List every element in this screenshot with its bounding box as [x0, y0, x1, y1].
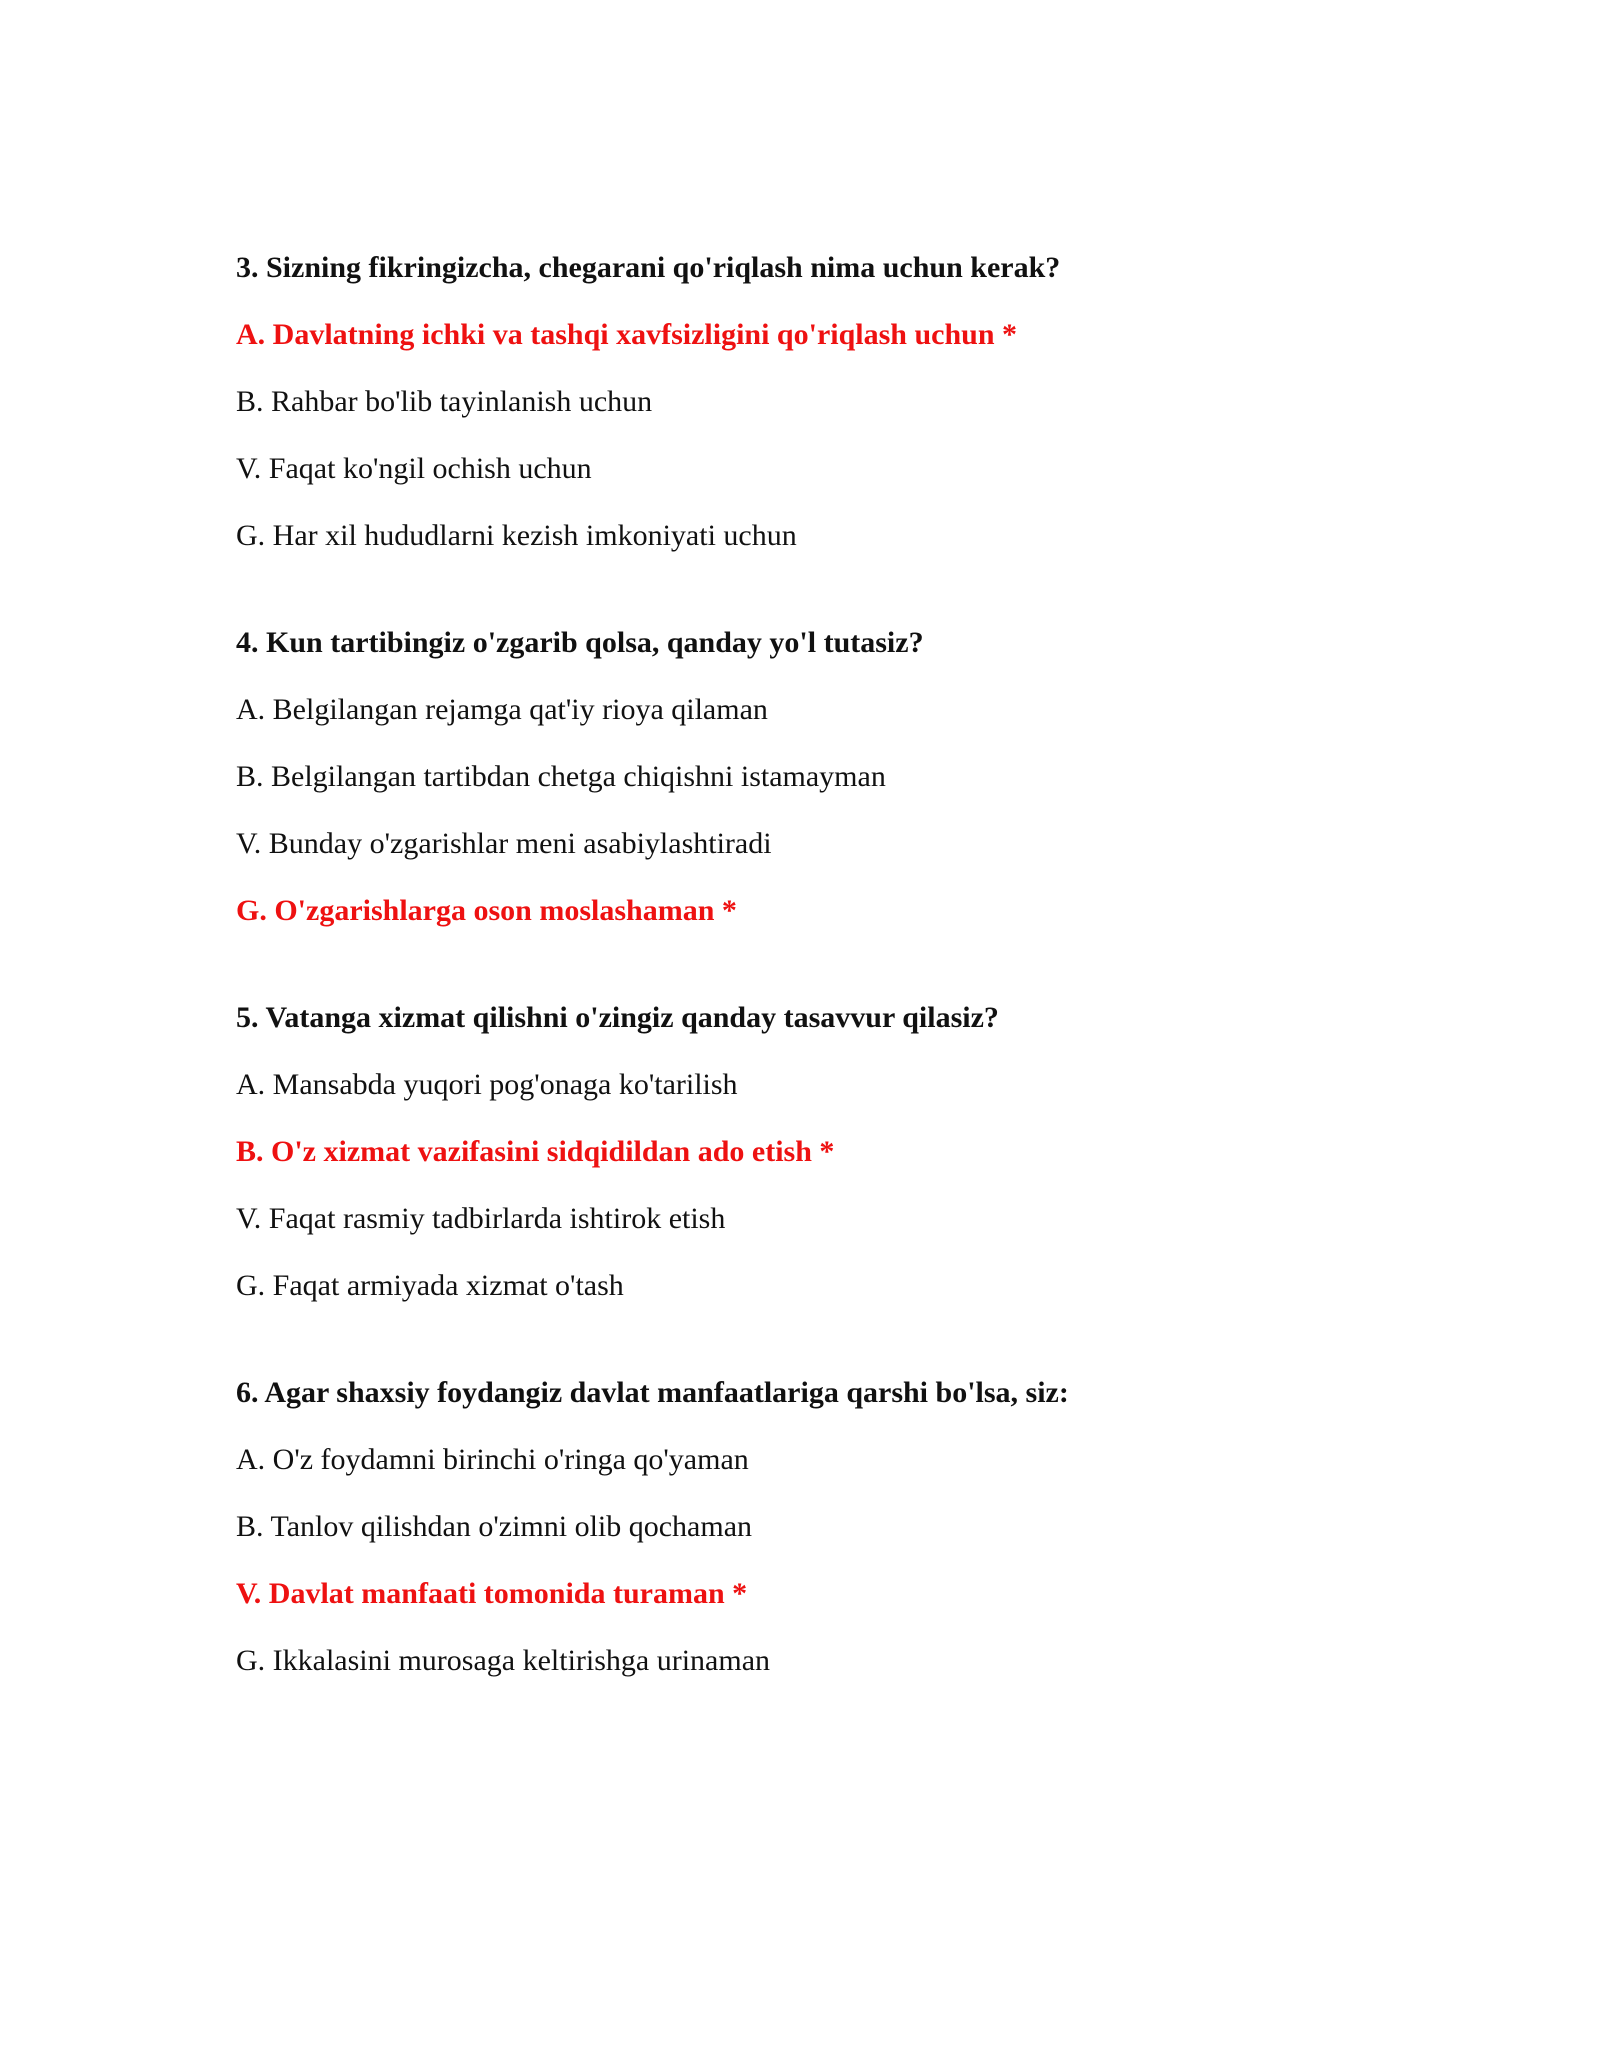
answer-option: G. Ikkalasini murosaga keltirishga urinaman [236, 1644, 771, 1677]
question-title: 6. Agar shaxsiy foydangiz davlat manfaatlariga qarshi bo'lsa, siz: [236, 1376, 1069, 1409]
quiz-content [236, 248, 1436, 1748]
answer-option-correct: G. O'zgarishlarga oson moslashaman * [236, 894, 737, 927]
answer-option: A. Mansabda yuqori pog'onaga ko'tarilish [236, 1068, 738, 1101]
question-title: 5. Vatanga xizmat qilishni o'zingiz qanday tasavvur qilasiz? [236, 1001, 999, 1034]
answer-option: V. Bunday o'zgarishlar meni asabiylashtiradi [236, 827, 772, 860]
answer-option: B. Belgilangan tartibdan chetga chiqishni istamayman [236, 760, 886, 793]
question-title: 3. Sizning fikringizcha, chegarani qo'riqlash nima uchun kerak? [236, 251, 1061, 284]
question-block-5 [236, 998, 1436, 1306]
answer-option: G. Har xil hududlarni kezish imkoniyati uchun [236, 519, 797, 552]
question-block-3 [236, 248, 1436, 556]
answer-option-correct: A. Davlatning ichki va tashqi xavfsizligini qo'riqlash uchun * [236, 318, 1018, 351]
answer-option: B. Rahbar bo'lib tayinlanish uchun [236, 385, 653, 418]
answer-option: A. Belgilangan rejamga qat'iy rioya qilaman [236, 693, 768, 726]
question-title: 4. Kun tartibingiz o'zgarib qolsa, qanday yo'l tutasiz? [236, 626, 924, 659]
answer-option: A. O'z foydamni birinchi o'ringa qo'yaman [236, 1443, 749, 1476]
question-block-4 [236, 623, 1436, 931]
question-block-6 [236, 1373, 1436, 1681]
answer-option-correct: B. O'z xizmat vazifasini sidqidildan ado etish * [236, 1135, 835, 1168]
answer-option: B. Tanlov qilishdan o'zimni olib qochaman [236, 1510, 753, 1543]
answer-option: V. Faqat ko'ngil ochish uchun [236, 452, 592, 485]
answer-option-correct: V. Davlat manfaati tomonida turaman * [236, 1577, 748, 1610]
answer-option: G. Faqat armiyada xizmat o'tash [236, 1269, 624, 1302]
answer-option: V. Faqat rasmiy tadbirlarda ishtirok etish [236, 1202, 726, 1235]
